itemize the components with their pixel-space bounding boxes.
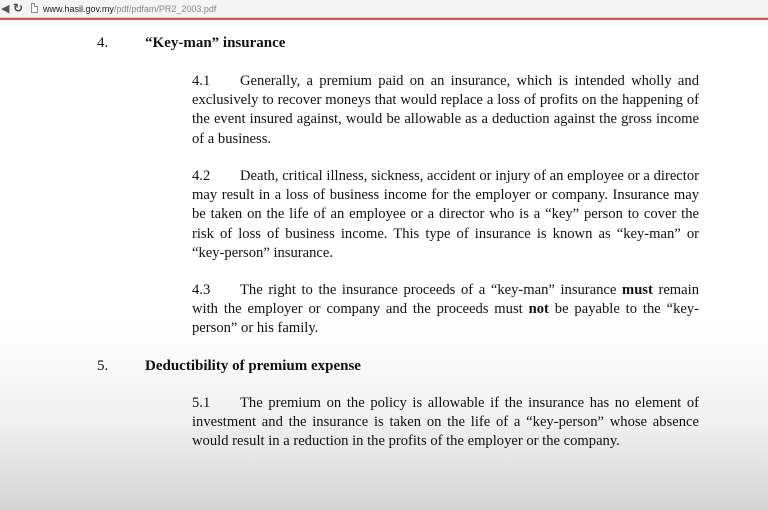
paragraph-text: Generally, a premium paid on an insurance, which is intended wholly and exclusively to recover moneys that would replace a loss of profits on the happening of the event insured against, would be allowable as a deduction against the gross income of a business. xyxy=(192,73,699,147)
browser-toolbar xyxy=(0,0,768,18)
paragraph-number: 5.1 xyxy=(192,395,211,411)
emphasis-must: must xyxy=(622,282,653,298)
url-path: /pdf/pdfam/PR2_2003.pdf xyxy=(113,4,217,14)
page-icon xyxy=(31,3,38,13)
paragraph-text: remain with the employer or company and the proceeds must xyxy=(192,282,699,318)
section-title: Deductibility of premium expense xyxy=(145,358,361,374)
paragraph-number: 4.2 xyxy=(192,168,211,184)
paragraph-4-3 xyxy=(192,281,699,339)
paragraph-text: Death, critical illness, sickness, accident or injury of an employee or a director may result in a loss of business income for the employer or company. Insurance may be taken on the life of an employee or a director who is a “key” person to cover the risk of loss of business income. This type of insurance is known as “key-man” or “key-person” insurance. xyxy=(192,168,699,261)
section-number: 5. xyxy=(97,358,109,374)
url-domain: www.hasil.gov.my xyxy=(43,4,114,14)
paragraph-text: be payable to the “key-person” or his family. xyxy=(192,301,700,337)
reload-icon[interactable]: ↻ xyxy=(13,1,24,15)
pdf-page xyxy=(0,20,768,510)
paragraph-number: 4.3 xyxy=(192,282,211,298)
paragraph-5-1 xyxy=(192,394,699,452)
back-arrow-icon[interactable]: ◀ xyxy=(1,2,10,15)
paragraph-text: The premium on the policy is allowable if the insurance has no element of investment and the insurance is taken on the life of a “key-person” whose absence would result in a reduction in the profits of the employer or the company. xyxy=(192,395,699,450)
paragraph-text: The right to the insurance proceeds of a “key-man” insurance xyxy=(240,282,617,298)
paragraph-4-1 xyxy=(192,72,699,149)
section-title: “Key-man” insurance xyxy=(145,35,286,51)
paragraph-4-2 xyxy=(192,167,699,263)
emphasis-not: not xyxy=(528,301,549,318)
section-number: 4. xyxy=(97,35,109,51)
paragraph-number: 4.1 xyxy=(192,73,211,89)
address-bar[interactable] xyxy=(43,2,216,16)
